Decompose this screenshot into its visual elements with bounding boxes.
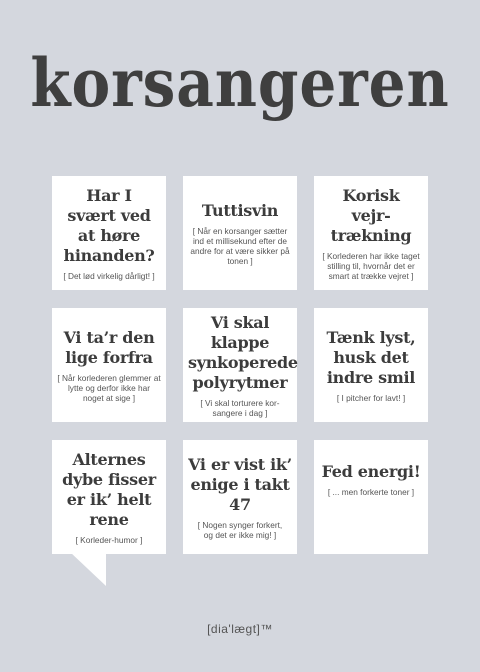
quote-card [52,176,166,290]
quote-card [314,308,428,422]
quote-heading: Fed energi! [321,462,421,481]
quote-note: [ Det lød virkelig dårligt! ] [63,270,155,281]
quote-heading: Vi er vist ik’ enige i takt 47 [188,454,292,514]
quote-heading: Har I svært ved at høre hinanden? [63,185,155,265]
quote-card [183,308,297,422]
poster-title: korsangeren [30,44,450,122]
quote-heading: Korisk vejr-trækning [330,185,412,245]
quote-card [183,440,297,554]
quote-heading: Tuttisvin [201,200,279,220]
quote-note: [ Når en korsanger sætter ind et millisekund efter de andre for at være sikker på tonen ] [190,225,290,266]
quote-note: [ Vi skal torturere kor-sangere i dag ] [200,397,280,418]
quote-heading: Alternes dybe fisser er ik’ helt rene [62,449,156,529]
quote-note: [ Korleder-humor ] [75,534,143,545]
quote-heading: Tænk lyst, husk det indre smil [326,327,416,387]
quote-note: [ I pitcher for lavt! ] [336,392,406,403]
quote-card [314,440,428,554]
quote-card [183,176,297,290]
speech-bubble-tail [70,552,106,586]
brand-logo: [dia'lægt]™ [207,622,273,636]
quote-heading: Vi skal klappe synkoperede polyrytmer [188,312,298,392]
quote-grid [52,176,428,554]
quote-note: [ Nogen synger forkert, og det er ikke mig! ] [197,519,283,540]
quote-heading: Vi ta’r den lige forfra [63,327,155,367]
quote-note: [ ... men forkerte toner ] [327,487,415,497]
quote-card [52,308,166,422]
quote-note: [ Når korlederen glemmer at lytte og derfor ikke har noget at sige ] [57,372,161,403]
quote-note: [ Korlederen har ikke taget stilling til, hvornår det er smart at trække vejret ] [322,250,420,281]
quote-card [52,440,166,554]
quote-card [314,176,428,290]
